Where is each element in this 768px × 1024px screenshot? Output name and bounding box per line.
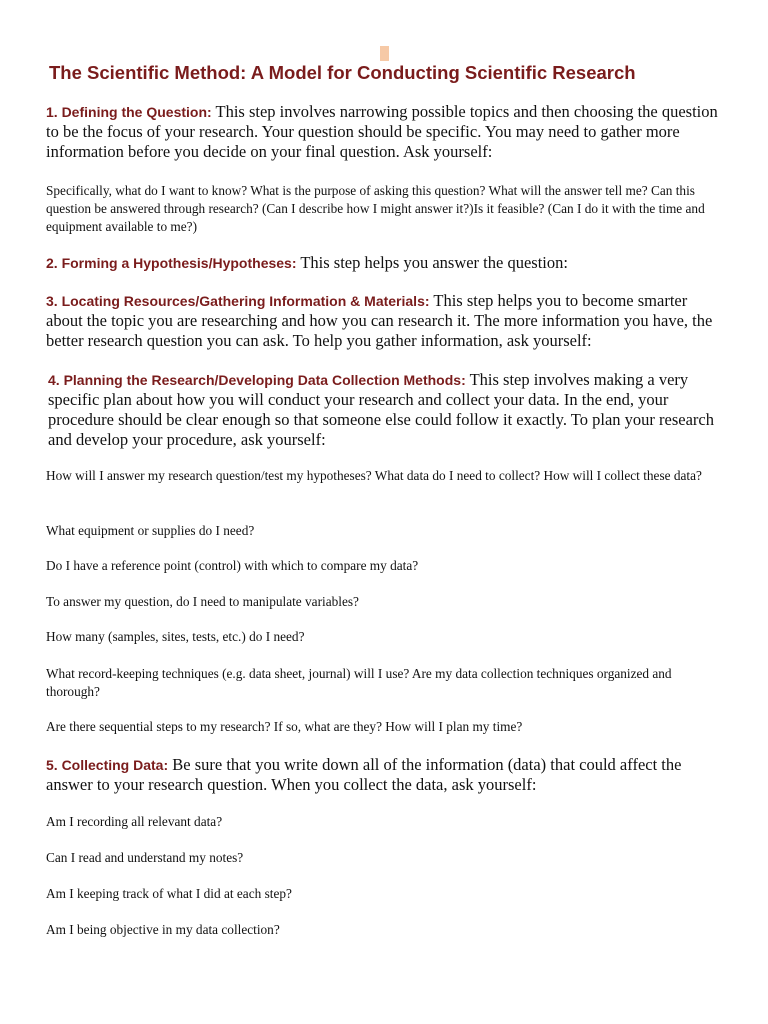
section-3-text: This step helps you to become smarter about the topic you are researching and how you can research it. The more information you have, the better research question you can ask. To help you gather information, ask yourself: (46, 291, 713, 350)
section-4-question: Do I have a reference point (control) with which to compare my data? (46, 558, 419, 573)
section-5-question: Am I being objective in my data collection? (46, 922, 280, 937)
section-1-heading: 1. Defining the Question: (46, 104, 212, 120)
section-1-question: Specifically, what do I want to know? What is the purpose of asking this question? What will the answer tell me? Can this question be answered through research? (Can I describe how I might answer it?)Is it feasible? (Can I do it with the time and equipment available to me?) (46, 183, 705, 234)
section-4-question: How many (samples, sites, tests, etc.) do I need? (46, 629, 305, 644)
section-5-heading: 5. Collecting Data: (46, 757, 169, 773)
section-1-paragraph (46, 102, 722, 162)
section-5-question: Can I read and understand my notes? (46, 850, 244, 865)
highlight-marker (380, 46, 389, 61)
section-4-question: What equipment or supplies do I need? (46, 523, 255, 538)
section-4-heading: 4. Planning the Research/Developing Data Collection Methods: (48, 372, 466, 388)
section-3-heading: 3. Locating Resources/Gathering Information & Materials: (46, 293, 430, 309)
section-4-text: This step involves making a very specific plan about how you will conduct your research and collect your data. In the end, your procedure should be clear enough so that someone else could follow it exactly. To plan your research and develop your procedure, ask yourself: (48, 370, 714, 449)
section-4-paragraph (48, 370, 724, 450)
section-4-question: To answer my question, do I need to manipulate variables? (46, 594, 359, 609)
section-4-question: Are there sequential steps to my research? If so, what are they? How will I plan my time? (46, 719, 523, 734)
section-5-paragraph (46, 755, 722, 795)
section-4-question: How will I answer my research question/test my hypotheses? What data do I need to collect? How will I collect these data? (46, 468, 702, 483)
section-2-heading: 2. Forming a Hypothesis/Hypotheses: (46, 255, 297, 271)
section-5-text: Be sure that you write down all of the information (data) that could affect the answer to your research question. When you collect the data, ask yourself: (46, 755, 682, 794)
section-5-question: Am I recording all relevant data? (46, 814, 223, 829)
section-5-question: Am I keeping track of what I did at each step? (46, 886, 292, 901)
section-2-text: This step helps you answer the question: (300, 253, 568, 272)
section-2-paragraph (46, 253, 722, 273)
section-1-text: This step involves narrowing possible topics and then choosing the question to be the focus of your research. Your question should be specific. You may need to gather more information before you decide on your final question. Ask yourself: (46, 102, 718, 161)
page-title: The Scientific Method: A Model for Conducting Scientific Research (49, 62, 636, 83)
section-4-question: What record-keeping techniques (e.g. data sheet, journal) will I use? Are my data collection techniques organized and thorough? (46, 666, 672, 699)
section-3-paragraph (46, 291, 722, 351)
